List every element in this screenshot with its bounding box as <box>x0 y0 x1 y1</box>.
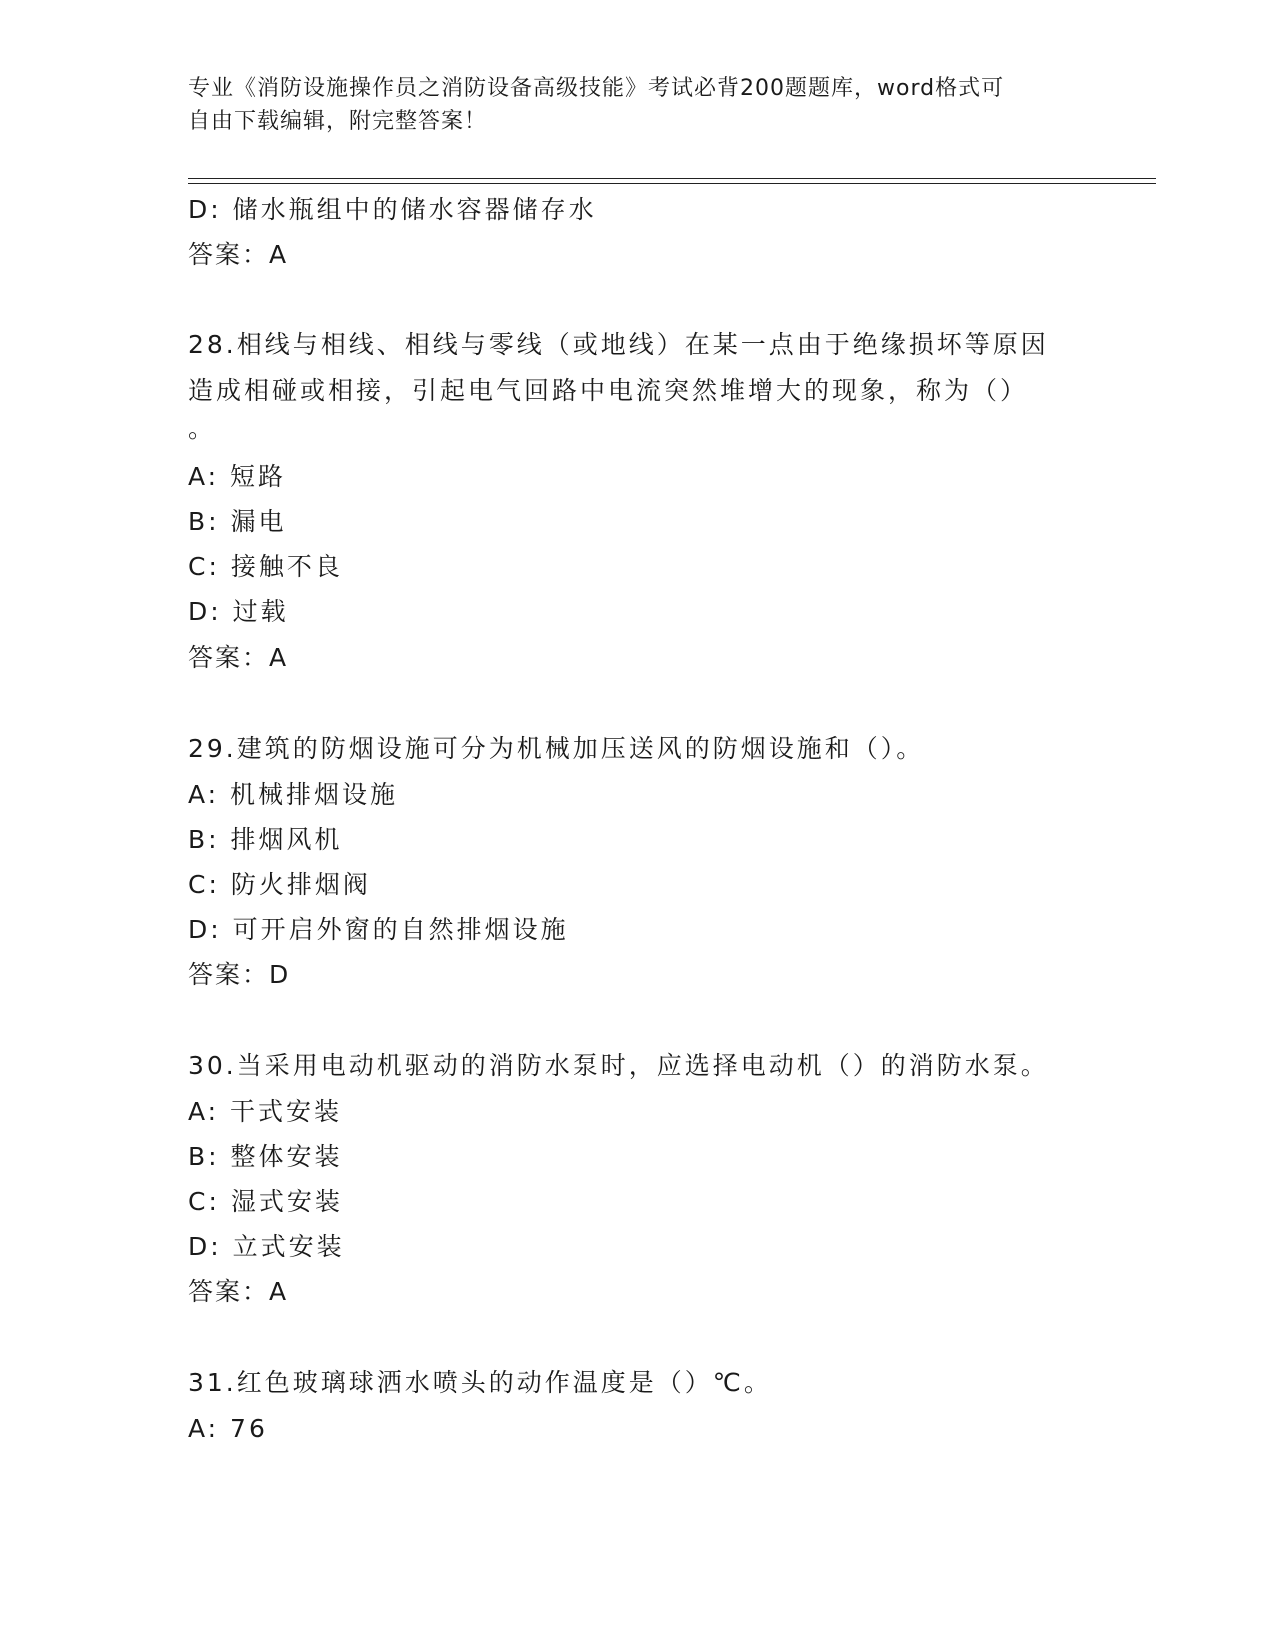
q28-option-c: C: 接触不良 <box>188 552 343 581</box>
q27-answer: 答案：A <box>188 240 289 269</box>
q30-answer: 答案：A <box>188 1277 289 1306</box>
q28-stem-line-2: 造成相碰或相接，引起电气回路中电流突然堆增大的现象，称为（） <box>188 376 1029 405</box>
q31-option-a: A: 76 <box>188 1414 268 1443</box>
q28-stem-line-1: 28.相线与相线、相线与零线（或地线）在某一点由于绝缘损坏等原因 <box>188 330 1049 359</box>
q29-stem: 29.建筑的防烟设施可分为机械加压送风的防烟设施和（）。 <box>188 734 925 763</box>
q29-option-d: D: 可开启外窗的自然排烟设施 <box>188 915 569 944</box>
header-rule-top <box>188 178 1156 179</box>
q29-option-b: B: 排烟风机 <box>188 825 343 854</box>
header-line-2: 自由下载编辑，附完整答案！ <box>188 109 488 134</box>
q31-stem: 31.红色玻璃球洒水喷头的动作温度是（）℃。 <box>188 1368 772 1397</box>
q29-answer: 答案：D <box>188 960 291 989</box>
document-header <box>188 72 1088 138</box>
q28-answer: 答案：A <box>188 643 289 672</box>
header-rule-bottom <box>188 183 1156 184</box>
header-line-1: 专业《消防设施操作员之消防设备高级技能》考试必背200题题库，word格式可 <box>188 76 1005 101</box>
q30-option-d: D: 立式安装 <box>188 1232 345 1261</box>
q30-stem: 30.当采用电动机驱动的消防水泵时，应选择电动机（）的消防水泵。 <box>188 1051 1049 1080</box>
q27-option-d: D: 储水瓶组中的储水容器储存水 <box>188 195 597 224</box>
q28-option-d: D: 过载 <box>188 597 289 626</box>
q29-option-a: A: 机械排烟设施 <box>188 780 399 809</box>
q29-option-c: C: 防火排烟阀 <box>188 870 371 899</box>
q28-stem-line-3: 。 <box>188 414 217 443</box>
q30-option-c: C: 湿式安装 <box>188 1187 343 1216</box>
q30-option-b: B: 整体安装 <box>188 1142 343 1171</box>
q28-option-b: B: 漏电 <box>188 507 287 536</box>
q28-option-a: A: 短路 <box>188 462 287 491</box>
q30-option-a: A: 干式安装 <box>188 1097 343 1126</box>
